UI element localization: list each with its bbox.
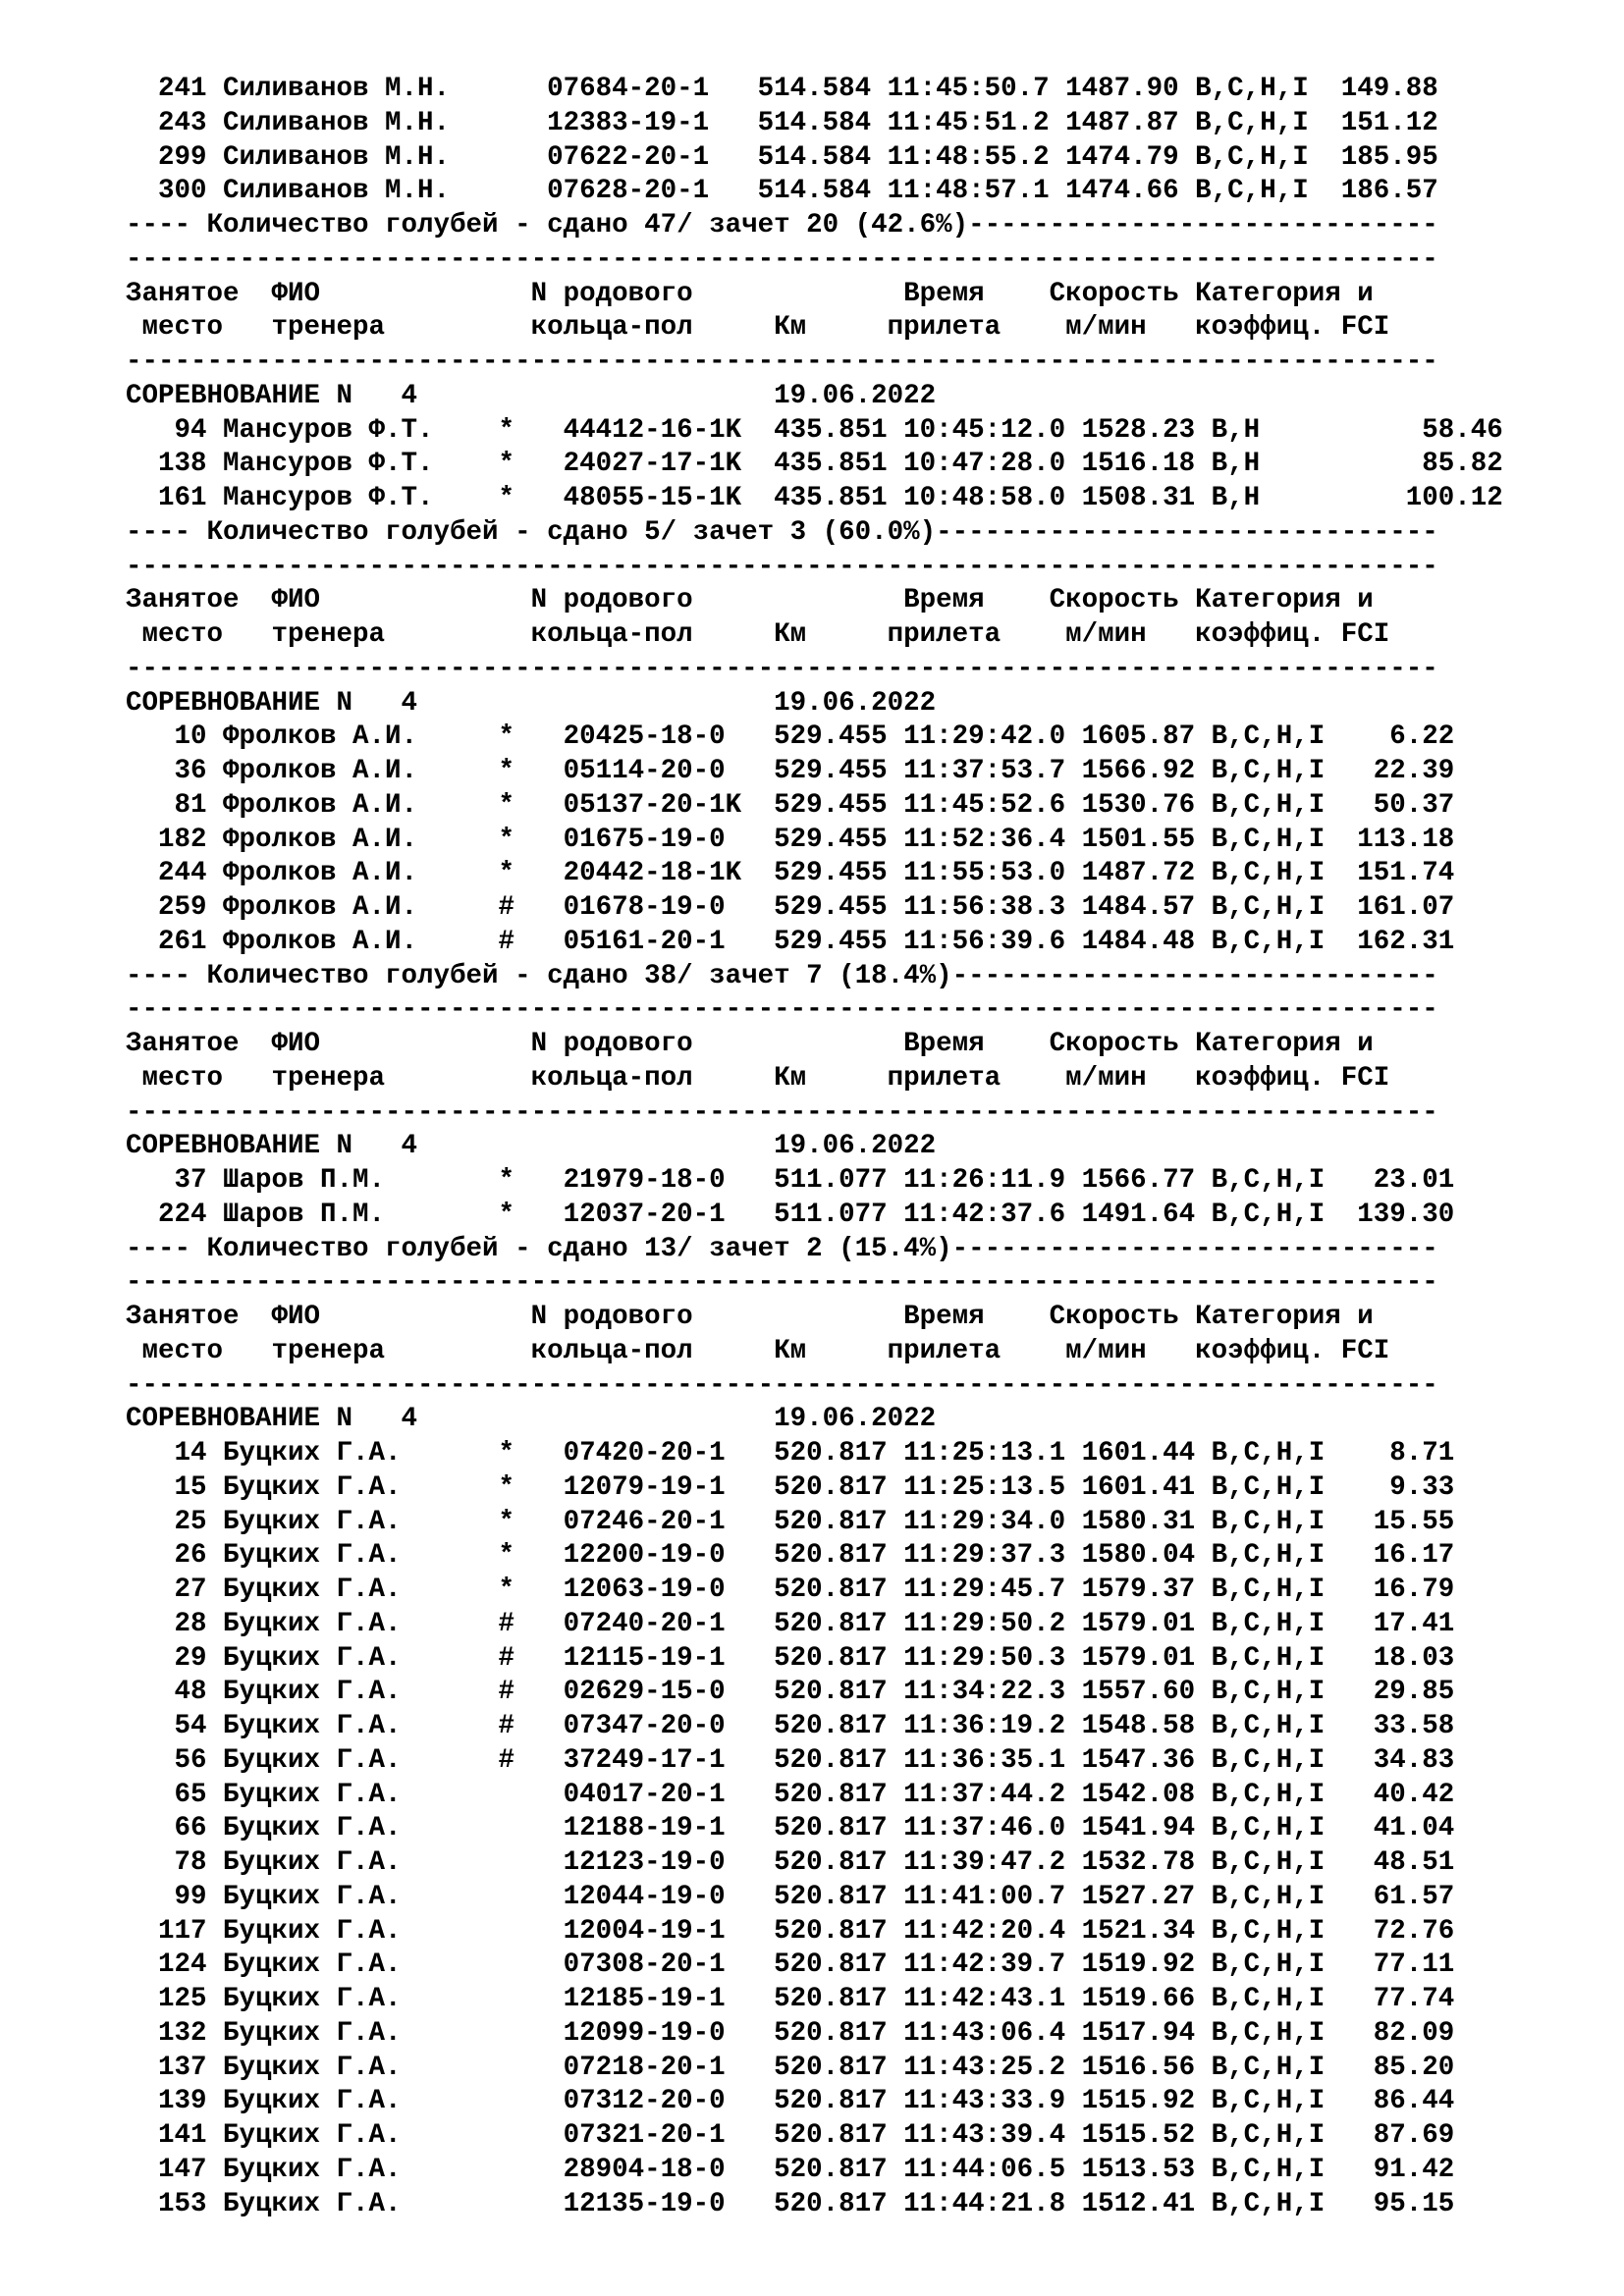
result-row: 26 Буцких Г.А. * 12200-19-0 520.817 11:29:37.3 1580.04 B,C,H,I 16.17 [126, 1540, 1455, 1572]
separator-line: --------------------------------------------------------------------------------- [126, 653, 1438, 684]
result-row: 54 Буцких Г.А. # 07347-20-0 520.817 11:36:19.2 1548.58 B,C,H,I 33.58 [126, 1711, 1455, 1741]
result-row: 153 Буцких Г.А. 12135-19-0 520.817 11:44:21.8 1512.41 B,C,H,I 95.15 [126, 2188, 1455, 2219]
result-row: 138 Мансуров Ф.Т. * 24027-17-1K 435.851 10:47:28.0 1516.18 B,H 85.82 [126, 449, 1503, 480]
summary-line: ---- Количество голубей - сдано 47/ зачет 20 (42.6%)----------------------------- [126, 210, 1438, 240]
summary-line: ---- Количество голубей - сдано 13/ зачет 2 (15.4%)------------------------------ [126, 1233, 1438, 1264]
column-header-line: Занятое ФИО N родового Время Скорость Категория и [126, 1302, 1374, 1332]
result-row: 125 Буцких Г.А. 12185-19-1 520.817 11:42:43.1 1519.66 B,C,H,I 77.74 [126, 1984, 1455, 2014]
column-header-line: место тренера кольца-пол Км прилета м/мин коэффиц. FCI [126, 312, 1390, 344]
result-row: 27 Буцких Г.А. * 12063-19-0 520.817 11:29:45.7 1579.37 B,C,H,I 16.79 [126, 1575, 1455, 1605]
result-row: 14 Буцких Г.А. * 07420-20-1 520.817 11:25:13.1 1601.44 B,C,H,I 8.71 [126, 1438, 1455, 1468]
results-printout [126, 73, 1503, 2221]
column-header-line: место тренера кольца-пол Км прилета м/мин коэффиц. FCI [126, 619, 1390, 650]
competition-line: СОРЕВНОВАНИЕ N 4 19.06.2022 [126, 1404, 937, 1435]
result-row: 141 Буцких Г.А. 07321-20-1 520.817 11:43:39.4 1515.52 B,C,H,I 87.69 [126, 2120, 1455, 2151]
result-row: 56 Буцких Г.А. # 37249-17-1 520.817 11:36:35.1 1547.36 B,C,H,I 34.83 [126, 1744, 1455, 1776]
competition-line: СОРЕВНОВАНИЕ N 4 19.06.2022 [126, 380, 937, 411]
result-row: 137 Буцких Г.А. 07218-20-1 520.817 11:43:25.2 1516.56 B,C,H,I 85.20 [126, 2052, 1455, 2083]
result-row: 244 Фролков А.И. * 20442-18-1K 529.455 11:55:53.0 1487.72 B,C,H,I 151.74 [126, 858, 1455, 889]
result-row: 139 Буцких Г.А. 07312-20-0 520.817 11:43:33.9 1515.92 B,C,H,I 86.44 [126, 2086, 1455, 2117]
column-header-line: Занятое ФИО N родового Время Скорость Категория и [126, 278, 1374, 309]
result-row: 66 Буцких Г.А. 12188-19-1 520.817 11:37:46.0 1541.94 B,C,H,I 41.04 [126, 1813, 1455, 1844]
result-row: 243 Силиванов М.Н. 12383-19-1 514.584 11:45:51.2 1487.87 B,C,H,I 151.12 [126, 107, 1438, 138]
result-row: 29 Буцких Г.А. # 12115-19-1 520.817 11:29:50.3 1579.01 B,C,H,I 18.03 [126, 1642, 1455, 1674]
result-row: 36 Фролков А.И. * 05114-20-0 529.455 11:37:53.7 1566.92 B,C,H,I 22.39 [126, 756, 1455, 786]
result-row: 299 Силиванов М.Н. 07622-20-1 514.584 11:48:55.2 1474.79 B,C,H,I 185.95 [126, 141, 1438, 173]
separator-line: --------------------------------------------------------------------------------- [126, 243, 1438, 275]
competition-line: СОРЕВНОВАНИЕ N 4 19.06.2022 [126, 687, 937, 719]
result-row: 182 Фролков А.И. * 01675-19-0 529.455 11:52:36.4 1501.55 B,C,H,I 113.18 [126, 824, 1455, 855]
separator-line: --------------------------------------------------------------------------------- [126, 1267, 1438, 1299]
result-row: 65 Буцких Г.А. 04017-20-1 520.817 11:37:44.2 1542.08 B,C,H,I 40.42 [126, 1779, 1455, 1810]
result-row: 161 Мансуров Ф.Т. * 48055-15-1K 435.851 10:48:58.0 1508.31 B,H 100.12 [126, 483, 1503, 513]
competition-line: СОРЕВНОВАНИЕ N 4 19.06.2022 [126, 1131, 937, 1162]
result-row: 25 Буцких Г.А. * 07246-20-1 520.817 11:29:34.0 1580.31 B,C,H,I 15.55 [126, 1506, 1455, 1537]
separator-line: --------------------------------------------------------------------------------- [126, 347, 1438, 377]
separator-line: --------------------------------------------------------------------------------- [126, 994, 1438, 1026]
result-row: 117 Буцких Г.А. 12004-19-1 520.817 11:42:20.4 1521.34 B,C,H,I 72.76 [126, 1915, 1455, 1947]
result-row: 147 Буцких Г.А. 28904-18-0 520.817 11:44:06.5 1513.53 B,C,H,I 91.42 [126, 2154, 1455, 2185]
result-row: 81 Фролков А.И. * 05137-20-1K 529.455 11:45:52.6 1530.76 B,C,H,I 50.37 [126, 789, 1455, 821]
result-row: 99 Буцких Г.А. 12044-19-0 520.817 11:41:00.7 1527.27 B,C,H,I 61.57 [126, 1881, 1455, 1912]
summary-line: ---- Количество голубей - сдано 38/ зачет 7 (18.4%)------------------------------ [126, 960, 1438, 991]
result-row: 241 Силиванов М.Н. 07684-20-1 514.584 11:45:50.7 1487.90 B,C,H,I 149.88 [126, 74, 1438, 104]
column-header-line: Занятое ФИО N родового Время Скорость Категория и [126, 1029, 1374, 1059]
result-row: 300 Силиванов М.Н. 07628-20-1 514.584 11:48:57.1 1474.66 B,C,H,I 186.57 [126, 176, 1438, 207]
result-row: 28 Буцких Г.А. # 07240-20-1 520.817 11:29:50.2 1579.01 B,C,H,I 17.41 [126, 1608, 1455, 1639]
column-header-line: место тренера кольца-пол Км прилета м/мин коэффиц. FCI [126, 1335, 1390, 1366]
summary-line: ---- Количество голубей - сдано 5/ зачет 3 (60.0%)------------------------------- [126, 516, 1438, 548]
separator-line: --------------------------------------------------------------------------------- [126, 1096, 1438, 1128]
result-row: 124 Буцких Г.А. 07308-20-1 520.817 11:42:39.7 1519.92 B,C,H,I 77.11 [126, 1949, 1455, 1981]
column-header-line: место тренера кольца-пол Км прилета м/мин коэффиц. FCI [126, 1062, 1390, 1094]
result-row: 259 Фролков А.И. # 01678-19-0 529.455 11:56:38.3 1484.57 B,C,H,I 161.07 [126, 892, 1455, 923]
result-row: 94 Мансуров Ф.Т. * 44412-16-1K 435.851 10:45:12.0 1528.23 B,H 58.46 [126, 414, 1503, 446]
result-row: 15 Буцких Г.А. * 12079-19-1 520.817 11:25:13.5 1601.41 B,C,H,I 9.33 [126, 1471, 1455, 1503]
column-header-line: Занятое ФИО N родового Время Скорость Категория и [126, 585, 1374, 616]
result-row: 132 Буцких Г.А. 12099-19-0 520.817 11:43:06.4 1517.94 B,C,H,I 82.09 [126, 2017, 1455, 2049]
separator-line: --------------------------------------------------------------------------------- [126, 1369, 1438, 1401]
result-row: 48 Буцких Г.А. # 02629-15-0 520.817 11:34:22.3 1557.60 B,C,H,I 29.85 [126, 1677, 1455, 1708]
result-row: 37 Шаров П.М. * 21979-18-0 511.077 11:26:11.9 1566.77 B,C,H,I 23.01 [126, 1165, 1455, 1196]
separator-line: --------------------------------------------------------------------------------- [126, 551, 1438, 582]
result-row: 224 Шаров П.М. * 12037-20-1 511.077 11:42:37.6 1491.64 B,C,H,I 139.30 [126, 1199, 1455, 1230]
result-row: 10 Фролков А.И. * 20425-18-0 529.455 11:29:42.0 1605.87 B,C,H,I 6.22 [126, 721, 1455, 753]
result-row: 78 Буцких Г.А. 12123-19-0 520.817 11:39:47.2 1532.78 B,C,H,I 48.51 [126, 1847, 1455, 1878]
result-row: 261 Фролков А.И. # 05161-20-1 529.455 11:56:39.6 1484.48 B,C,H,I 162.31 [126, 926, 1455, 957]
